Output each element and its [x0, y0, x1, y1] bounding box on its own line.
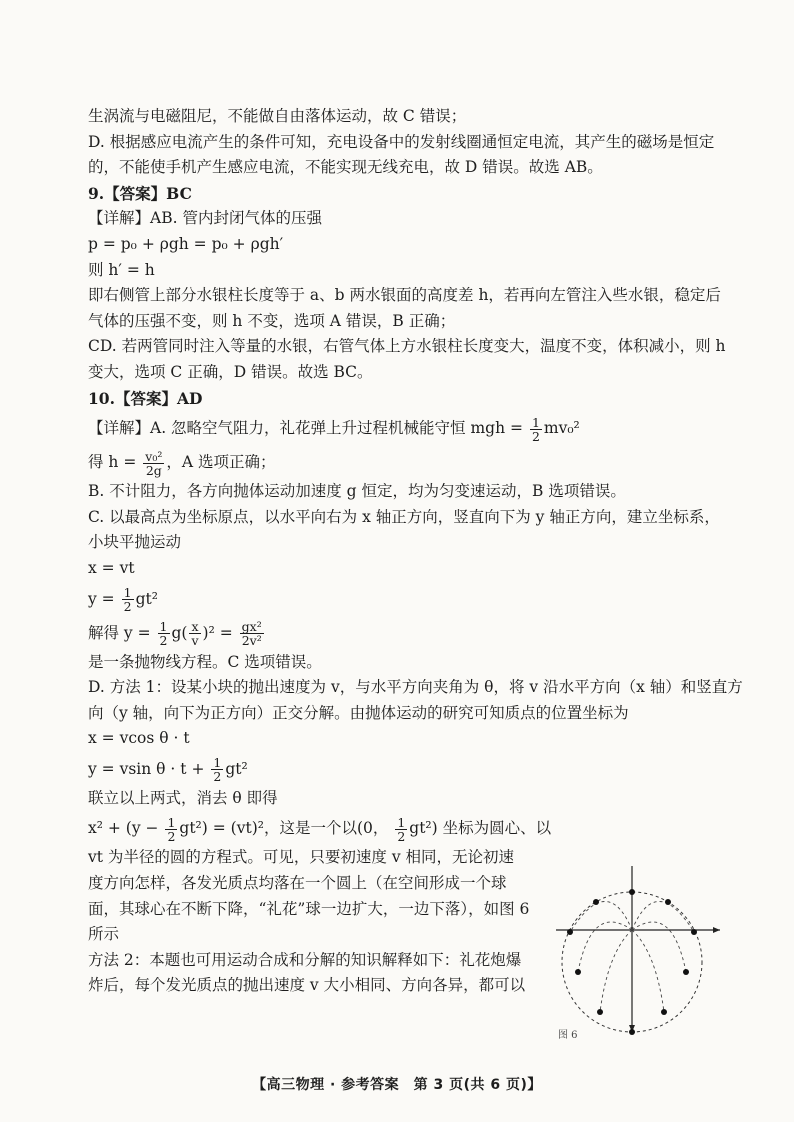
text-line: 生涡流与电磁阻尼，不能做自由落体运动，故 C 错误；	[88, 107, 467, 125]
fraction: $\frac{1}{2}$	[123, 585, 132, 614]
figure-caption: 图 6	[558, 1030, 578, 1040]
fraction: $\frac{1}{2}$	[159, 619, 168, 648]
particle-dot	[567, 929, 573, 935]
equation: p = p₀ + ρgh = p₀ + ρgh′	[88, 234, 284, 253]
text-line: 面，其球心在不断下降，“礼花”球一边扩大，一边下落），如图 6	[88, 899, 530, 918]
text-line: 变大，选项 C 正确，D 错误。故选 BC。	[88, 362, 373, 381]
particle-dot	[629, 889, 635, 895]
text-line: C. 以最高点为坐标原点，以水平向右为 x 轴正方向，竖直向下为 y 轴正方向，建立坐标系，	[88, 507, 720, 526]
text-line: 【详解】AB. 管内封闭气体的压强	[88, 209, 322, 228]
fraction: $\frac{1}{2}$	[397, 814, 406, 844]
firework-circle-figure	[548, 862, 726, 1040]
text-line: D. 方法 1：设某小块的抛出速度为 v，与水平方向夹角为 θ，将 v 沿水平方向（x 轴）和竖直方	[88, 678, 743, 697]
particle-dot	[665, 899, 671, 905]
text-line: 方法 2：本题也可用运动合成和分解的知识解释如下：礼花炮爆	[88, 950, 522, 969]
text-line: CD. 若两管同时注入等量的水银，右管气体上方水银柱长度变大，温度不变，体积减小，则 h	[88, 337, 726, 356]
text-line: 气体的压强不变，则 h 不变，选项 A 错误，B 正确；	[88, 311, 456, 330]
text-line: vt 为半径的圆的方程式。可见，只要初速度 v 相同，无论初速	[88, 848, 515, 867]
equation: x = vcos θ · t	[88, 729, 190, 748]
text-line: 即右侧管上部分水银柱长度等于 a、b 两水银面的高度差 h，若再向左管注入些水银，稳定后	[88, 286, 721, 305]
answer-heading-9: 9.【答案】BC	[88, 183, 192, 203]
particle-dot	[691, 929, 697, 935]
trajectory-path	[632, 901, 694, 932]
text-line: 联立以上两式，消去 θ 即得	[88, 788, 278, 807]
equation-line: 【详解】A. 忽略空气阻力，礼花弹上升过程机械能守恒 mgh = $\frac{1}{2}$ mv₀²	[88, 414, 580, 444]
particle-dot	[575, 969, 581, 975]
equation-line: x² + (y − $\frac{1}{2}$ gt²) = (vt)²，这是一个以(0， $\frac{1}{2}$ gt²) 坐标为圆心、以	[88, 814, 552, 844]
trajectory-path	[600, 930, 632, 1012]
text-line: 向（y 轴，向下为正方向）正交分解。由抛体运动的研究可知质点的位置坐标为	[88, 703, 629, 722]
equation-line: y = vsin θ · t + $\frac{1}{2}$ gt²	[88, 755, 248, 785]
equation-line: 解得 y = $\frac{1}{2}$ g( $\frac{x}{v}$ )² = $\frac{\text{gx²}}{\text{2v²}}$	[88, 619, 262, 648]
particle-dot	[593, 899, 599, 905]
equation-line: y = $\frac{1}{2}$ gt²	[88, 585, 158, 614]
text-line: 小块平抛运动	[88, 533, 182, 552]
particle-dot	[661, 1009, 667, 1015]
page-footer: 【高三物理 · 参考答案 第 3 页(共 6 页)】	[252, 1077, 542, 1093]
fraction: $\frac{1}{2}$	[213, 755, 222, 785]
particle-dot	[683, 969, 689, 975]
text-line: B. 不计阻力，各方向抛体运动加速度 g 恒定，均为匀变速运动，B 选项错误。	[88, 482, 626, 501]
equation: x = vt	[88, 558, 135, 577]
text-line: 的，不能使手机产生感应电流，不能实现无线充电，故 D 错误。故选 AB。	[88, 158, 603, 177]
text-line: D. 根据感应电流产生的条件可知，充电设备中的发射线圈通恒定电流，其产生的磁场是恒定	[88, 132, 715, 151]
particle-dot	[597, 1009, 603, 1015]
fraction: $\frac{\text{v₀²}}{2g}$	[145, 448, 163, 478]
text-line: 所示	[88, 925, 120, 944]
particle-dot	[629, 1029, 635, 1035]
text-line: 是一条抛物线方程。C 选项错误。	[88, 652, 322, 671]
equation: 则 h′ = h	[88, 260, 155, 279]
trajectory-path	[570, 901, 632, 932]
text-line: 炸后，每个发光质点的抛出速度 v 大小相同、方向各异，都可以	[88, 976, 526, 995]
x-axis-arrow	[713, 927, 720, 933]
text-line: 度方向怎样，各发光质点均落在一个圆上（在空间形成一个球	[88, 874, 507, 893]
fraction: $\frac{x}{v}$	[191, 619, 199, 648]
fraction: $\frac{1}{2}$	[531, 414, 540, 444]
equation-line: 得 h = $\frac{\text{v₀²}}{2g}$ ，A 选项正确；	[88, 448, 276, 478]
answer-heading-10: 10.【答案】AD	[88, 388, 203, 408]
fraction: $\frac{1}{2}$	[167, 814, 176, 844]
fraction: $\frac{\text{gx²}}{\text{2v²}}$	[241, 619, 262, 648]
trajectory-path	[632, 930, 664, 1012]
